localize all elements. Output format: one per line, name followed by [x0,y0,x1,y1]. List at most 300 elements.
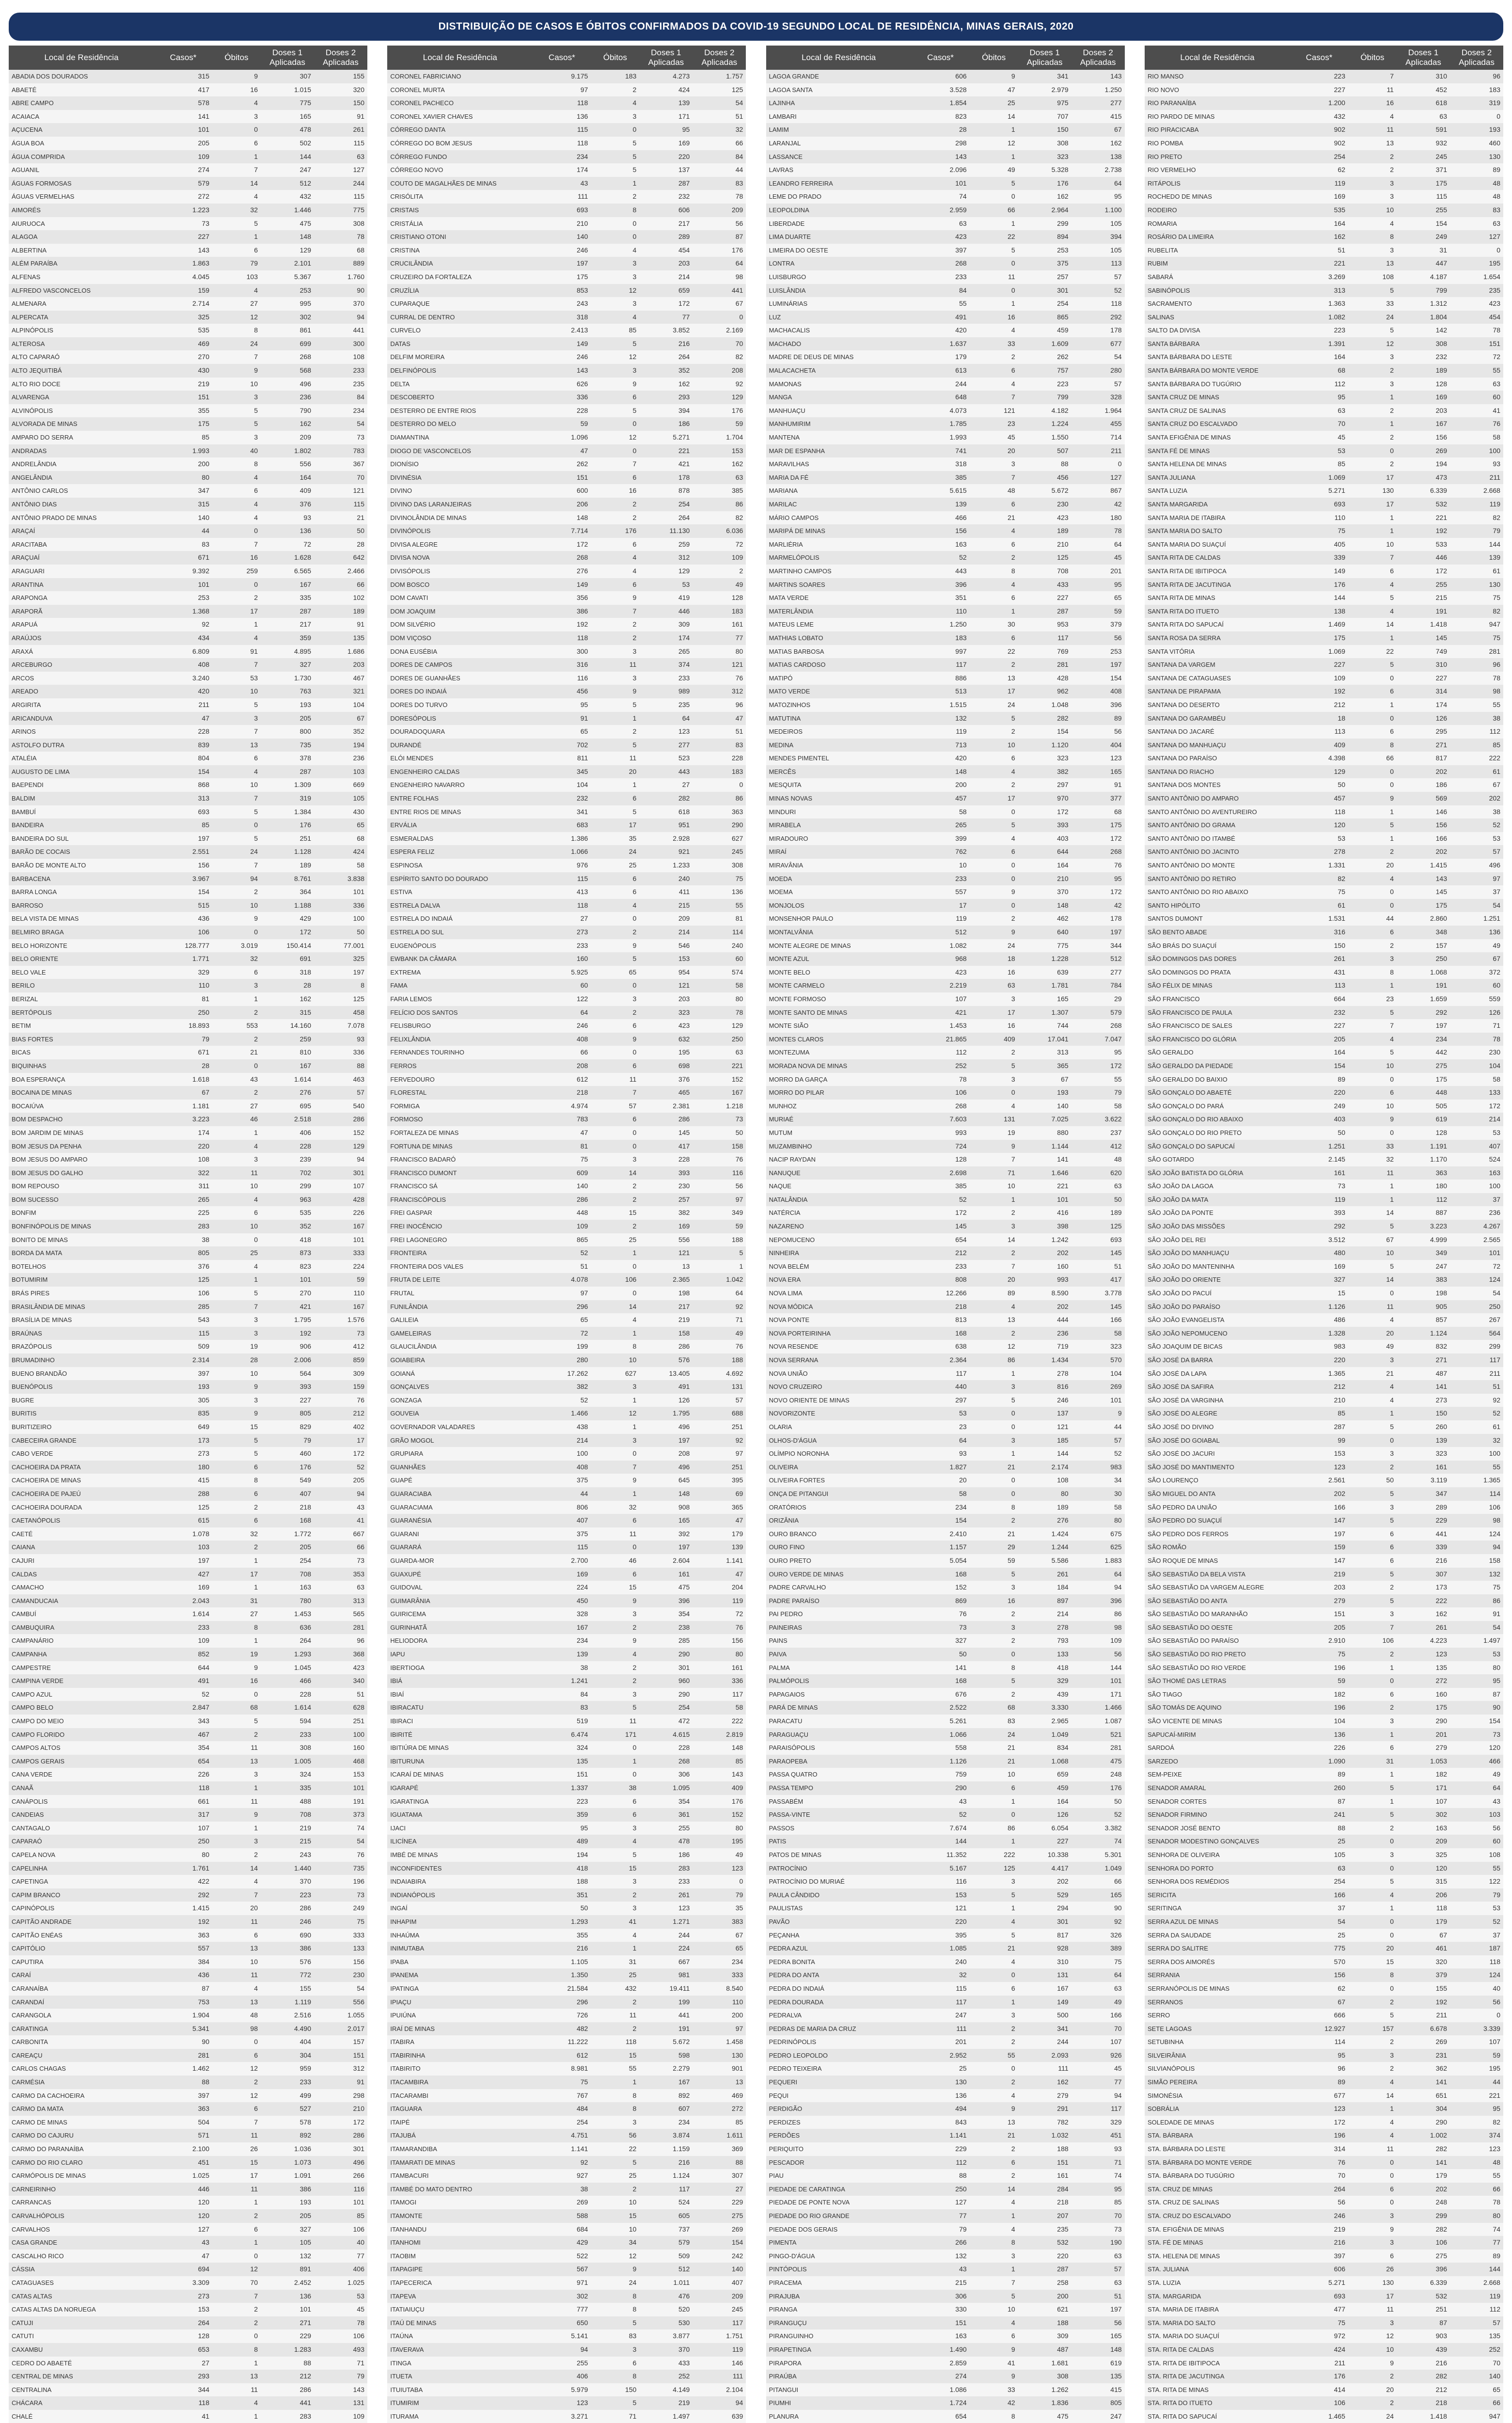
value-cell: 115 [353,500,364,508]
value-cell: 3.240 [192,674,209,682]
value-cell: 6 [1011,594,1015,602]
value-cell: 52 [1493,1917,1500,1925]
municipality-cell: FRANCISCO BADARÓ [390,1156,456,1164]
value-cell: 440 [955,1383,967,1391]
value-cell: 5 [632,955,637,963]
municipality-cell: STA. HELENA DE MINAS [1147,2252,1220,2260]
table-row [9,1541,367,1554]
value-cell: 28 [250,1356,258,1364]
municipality-cell: MARAVILHAS [769,460,809,468]
value-cell: 209 [678,914,690,923]
value-cell: 1 [1011,1837,1015,1845]
value-cell: 4 [1390,1890,1394,1899]
value-cell: 109 [731,553,743,562]
value-cell: 157 [353,2038,364,2046]
municipality-cell: MONTE CARMELO [769,982,825,990]
value-cell: 49 [1114,1998,1122,2006]
value-cell: 92 [202,620,209,629]
value-cell: 25 [250,1249,258,1257]
municipality-cell: ARAPORÃ [12,607,43,615]
value-cell: 126 [678,1396,690,1404]
value-cell: 407 [731,2278,743,2286]
value-cell: 509 [678,2251,690,2260]
value-cell: 2 [1390,2372,1394,2380]
value-cell: 53 [1493,1650,1500,1658]
value-cell: 4 [1390,2118,1394,2126]
value-cell: 347 [1435,1489,1447,1497]
table-row [387,2410,746,2423]
value-cell: 642 [353,553,364,562]
value-cell: 128 [1435,1128,1447,1136]
value-cell: 50 [1114,1195,1122,1203]
municipality-cell: SILVIANÓPOLIS [1147,2065,1195,2073]
value-cell: 200 [731,2011,743,2019]
municipality-cell: ARACITABA [12,540,47,548]
table-row [9,324,367,337]
table-row [1145,1246,1503,1260]
value-cell: 16 [250,553,258,562]
value-cell: 80 [202,1850,209,1858]
municipality-cell: CARVALHÓPOLIS [12,2212,64,2219]
value-cell: 301 [1057,286,1069,294]
value-cell: 223 [299,1890,311,1899]
value-cell: 1.646 [1051,1168,1069,1177]
value-cell: 188 [1057,2318,1069,2327]
value-cell: 135 [1435,1663,1447,1671]
value-cell: 183 [731,607,743,615]
value-cell: 0 [1390,674,1394,682]
table-row [387,1394,746,1407]
value-cell: 17.262 [567,1369,588,1377]
table-row [387,792,746,805]
municipality-cell: GAMELEIRAS [390,1329,431,1337]
value-cell: 15 [629,2212,637,2219]
value-cell: 423 [955,968,967,976]
table-row [1145,739,1503,752]
value-cell: 145 [1110,1302,1122,1310]
municipality-cell: SÃO SEBASTIÃO DO RIO PRETO [1147,1651,1246,1658]
value-cell: 1.490 [949,2345,967,2353]
value-cell: 226 [353,1209,364,1217]
value-cell: 72 [735,1610,743,1618]
value-cell: 75 [1493,633,1500,642]
value-cell: 194 [576,1850,588,1858]
municipality-cell: FRANCISCO DUMONT [390,1169,457,1177]
value-cell: 178 [678,473,690,481]
table-row [1145,1367,1503,1381]
table-row [9,1888,367,1902]
value-cell: 2 [1390,406,1394,414]
value-cell: 280 [1110,366,1122,375]
table-row [766,698,1125,712]
table-row [1145,471,1503,485]
value-cell: 639 [731,2412,743,2420]
table-row [766,1140,1125,1153]
value-cell: 6 [254,1489,258,1497]
value-cell: 1.368 [192,607,209,615]
municipality-cell: STA. EFIGÊNIA DE MINAS [1147,2225,1224,2233]
value-cell: 8 [632,2292,637,2300]
value-cell: 128 [955,1155,967,1164]
value-cell: 96 [1338,2064,1345,2073]
value-cell: 1.993 [949,433,967,441]
value-cell: 1.069 [1328,473,1345,481]
municipality-cell: MONTE BELO [769,968,810,976]
value-cell: 891 [299,2265,311,2273]
municipality-cell: BERIZAL [12,995,38,1003]
table-row [766,1741,1125,1755]
value-cell: 35 [629,834,637,842]
value-cell: 4 [1390,112,1394,120]
value-cell: 17 [629,821,637,829]
municipality-cell: MARMELÓPOLIS [769,554,819,562]
value-cell: 352 [299,1222,311,1230]
value-cell: 4 [1011,379,1015,388]
value-cell: 58 [959,1489,967,1497]
value-cell: 44 [1386,914,1394,923]
municipality-cell: GUARACIABA [390,1490,432,1497]
value-cell: 49 [1386,1342,1394,1351]
municipality-cell: MALACACHETA [769,367,816,375]
value-cell: 1.181 [192,1101,209,1110]
table-row [766,591,1125,605]
value-cell: 231 [1435,2051,1447,2059]
value-cell: 0 [1390,2158,1394,2166]
municipality-cell: SÃO JOSÉ DA BARRA [1147,1356,1213,1364]
table-row [1145,645,1503,659]
value-cell: 40 [250,446,258,455]
value-cell: 262 [576,460,588,468]
value-cell: 221 [1435,513,1447,521]
value-cell: 259 [678,540,690,548]
value-cell: 56 [735,219,743,227]
table-row [766,792,1125,805]
value-cell: 320 [1435,1957,1447,1966]
municipality-cell: SANTOS DUMONT [1147,915,1203,923]
value-cell: 5 [632,2399,637,2407]
value-cell: 176 [1334,580,1345,588]
value-cell: 726 [576,2011,588,2019]
municipality-cell: NOVA PONTE [769,1316,810,1324]
value-cell: 173 [198,1436,209,1444]
value-cell: 276 [299,1088,311,1097]
municipality-cell: MUNHOZ [769,1102,797,1110]
value-cell: 110 [198,981,209,990]
value-cell: 79 [250,259,258,267]
value-cell: 5.672 [673,2038,690,2046]
value-cell: 7 [1011,2278,1015,2286]
value-cell: 14 [250,179,258,187]
value-cell: 208 [678,1449,690,1458]
value-cell: 17 [250,1570,258,1578]
value-cell: 164 [1334,1048,1345,1056]
municipality-cell: MURIAÉ [769,1116,794,1123]
table-row [387,1233,746,1247]
value-cell: 299 [1489,1342,1500,1351]
value-cell: 41 [202,2412,209,2420]
value-cell: 417 [1110,1275,1122,1284]
value-cell: 1.250 [1104,85,1122,94]
value-cell: 304 [1435,2105,1447,2113]
value-cell: 222 [731,1717,743,1725]
table-row [9,966,367,979]
table-row [1145,885,1503,899]
value-cell: 446 [678,607,690,615]
value-cell: 4 [254,1984,258,1992]
value-cell: 880 [1057,1128,1069,1136]
value-cell: 6 [1390,1529,1394,1538]
value-cell: 3.778 [1104,1289,1122,1297]
municipality-cell: DIONÍSIO [390,460,419,468]
value-cell: 1.415 [1430,861,1447,869]
table-row [1145,431,1503,444]
value-cell: 423 [955,233,967,241]
value-cell: 86 [1114,1610,1122,1618]
municipality-cell: GOVERNADOR VALADARES [390,1423,475,1431]
table-row [387,1153,746,1166]
value-cell: 169 [198,1583,209,1591]
table-row [766,2142,1125,2156]
value-cell: 156 [198,861,209,869]
value-cell: 74 [959,192,967,201]
municipality-cell: SÃO JOÃO DEL REI [1147,1236,1206,1243]
value-cell: 144 [299,152,311,160]
value-cell: 359 [299,633,311,642]
value-cell: 38 [580,1663,588,1671]
value-cell: 243 [299,1850,311,1858]
value-cell: 51 [1114,2292,1122,2300]
value-cell: 2.100 [192,2145,209,2153]
value-cell: 123 [678,1904,690,1912]
value-cell: 429 [576,2238,588,2247]
value-cell: 559 [1489,994,1500,1003]
table-row [766,1206,1125,1220]
header-cell: Local de Residência [423,53,497,62]
value-cell: 139 [1489,553,1500,562]
table-row [766,2009,1125,2022]
value-cell: 118 [1111,299,1122,308]
value-cell: 1 [1390,807,1394,816]
value-cell: 3.019 [240,941,258,949]
municipality-cell: CORONEL XAVIER CHAVES [390,112,473,120]
value-cell: 72 [1493,353,1500,361]
value-cell: 27 [682,781,690,789]
value-cell: 251 [353,1717,364,1725]
value-cell: 412 [353,1342,364,1351]
table-row [766,270,1125,284]
value-cell: 7.047 [1104,1035,1122,1043]
municipality-cell: LIMA DUARTE [769,233,811,241]
value-cell: 409 [731,1784,743,1792]
value-cell: 496 [299,379,311,388]
value-cell: 175 [576,272,588,281]
value-cell: 4.073 [949,406,967,414]
value-cell: 237 [1110,1128,1122,1136]
value-cell: 6 [632,473,637,481]
value-cell: 2.279 [673,2064,690,2073]
value-cell: 308 [1435,339,1447,347]
municipality-cell: SÃO JOÃO DO PACUÍ [1147,1290,1212,1297]
municipality-cell: CARRANCAS [12,2199,51,2206]
table-row [1145,926,1503,939]
value-cell: 4 [1390,607,1394,615]
value-cell: 981 [678,1971,690,1979]
value-cell: 211 [198,700,209,708]
value-cell: 654 [955,2412,967,2420]
table-row [387,2169,746,2183]
value-cell: 7 [254,861,258,869]
table-row [1145,1434,1503,1448]
municipality-cell: PIAU [769,2172,784,2180]
municipality-cell: FORTUNA DE MINAS [390,1142,453,1150]
value-cell: 7 [1011,1262,1015,1270]
table-row [9,1955,367,1969]
table-row [1145,1461,1503,1474]
value-cell: 351 [576,1890,588,1899]
value-cell: 339 [1435,1543,1447,1551]
table-row [387,2343,746,2357]
table-row [1145,992,1503,1006]
table-row [387,2022,746,2036]
value-cell: 1 [632,1396,637,1404]
table-row [9,378,367,391]
value-cell: 1.032 [1051,2131,1069,2140]
header-cell: Doses 1 Aplicadas [1026,48,1063,67]
value-cell: 205 [1334,1623,1345,1631]
value-cell: 128 [731,594,743,602]
value-cell: 214 [678,272,690,281]
value-cell: 212 [955,1249,967,1257]
table-row [9,859,367,872]
value-cell: 782 [1057,2118,1069,2126]
table-row [9,1126,367,1140]
municipality-cell: STA. RITA DO ITUETO [1147,2399,1213,2407]
value-cell: 103 [246,272,258,281]
value-cell: 54 [735,99,743,107]
value-cell: 32 [959,1971,967,1979]
value-cell: 78 [735,192,743,201]
value-cell: 80 [1493,1663,1500,1671]
value-cell: 447 [1435,259,1447,267]
table-row [1145,1233,1503,1247]
table-row [387,1808,746,1822]
value-cell: 135 [576,1757,588,1765]
value-cell: 1.082 [1328,313,1345,321]
value-cell: 2 [632,1182,637,1190]
municipality-cell: DIOGO DE VASCONCELOS [390,447,471,455]
value-cell: 367 [353,460,364,468]
value-cell: 33 [1386,1142,1394,1150]
value-cell: 512 [299,179,311,187]
value-cell: 1.090 [1328,1757,1345,1765]
table-row [387,1688,746,1701]
value-cell: 252 [955,1061,967,1070]
municipality-cell: DELFIM MOREIRA [390,353,445,361]
value-cell: 4 [632,553,637,562]
value-cell: 905 [1435,1302,1447,1310]
value-cell: 48 [1114,1155,1122,1164]
municipality-cell: SÃO BENTO ABADE [1147,928,1207,936]
value-cell: 80 [1114,1516,1122,1525]
table-row [766,2022,1125,2036]
table-row [1145,1848,1503,1862]
municipality-cell: ROCHEDO DE MINAS [1147,193,1212,201]
table-header [766,46,1125,70]
table-row [387,698,746,712]
value-cell: 10 [1008,1182,1015,1190]
table-row [1145,1648,1503,1661]
value-cell: 8 [254,326,258,334]
value-cell: 167 [299,580,311,588]
value-cell: 1.307 [1051,1008,1069,1016]
value-cell: 287 [678,179,690,187]
value-cell: 158 [731,1142,743,1150]
municipality-cell: CHALÉ [12,2412,33,2420]
municipality-cell: ENGENHEIRO NAVARRO [390,781,465,789]
value-cell: 409 [299,487,311,495]
value-cell: 3 [1011,460,1015,468]
value-cell: 57 [1114,272,1122,281]
value-cell: 2 [632,1998,637,2006]
value-cell: 209 [1435,1837,1447,1845]
value-cell: 222 [1004,1850,1015,1858]
value-cell: 2.364 [949,1356,967,1364]
table-row [1145,1206,1503,1220]
table-row [766,712,1125,725]
value-cell: 66 [1386,754,1394,762]
value-cell: 98 [1493,1516,1500,1525]
value-cell: 123 [1110,754,1122,762]
value-cell: 983 [1334,1342,1345,1351]
value-cell: 6 [632,1797,637,1805]
municipality-cell: STA. CRUZ DE MINAS [1147,2185,1213,2193]
value-cell: 31 [629,1957,637,1966]
value-cell: 6 [632,580,637,588]
value-cell: 287 [299,767,311,775]
value-cell: 2 [254,1008,258,1016]
value-cell: 406 [576,2372,588,2380]
value-cell: 9 [632,1035,637,1043]
table-row [9,818,367,832]
value-cell: 436 [198,1971,209,1979]
municipality-cell: ANGELÂNDIA [12,473,52,481]
value-cell: 63 [357,1583,364,1591]
table-row [766,778,1125,792]
value-cell: 212 [1435,2385,1447,2393]
municipality-cell: ITAPEVA [390,2292,416,2300]
value-cell: 88 [1338,1824,1345,1832]
table-row [1145,1287,1503,1300]
value-cell: 644 [198,1663,209,1671]
municipality-cell: NOVA MÓDICA [769,1303,813,1310]
value-cell: 1.082 [949,941,967,949]
value-cell: 349 [1435,1249,1447,1257]
value-cell: 3.223 [1430,1222,1447,1230]
table-row [1145,1955,1503,1969]
value-cell: 61 [1493,1422,1500,1431]
municipality-cell: GRÃO MOGOL [390,1436,434,1444]
municipality-cell: LIMEIRA DO OESTE [769,246,828,254]
value-cell: 5 [1390,1422,1394,1431]
table-row [9,297,367,311]
value-cell: 799 [1057,393,1069,401]
municipality-cell: CAPUTIRA [12,1958,44,1966]
value-cell: 971 [576,2278,588,2286]
municipality-cell: DESTERRO DO MELO [390,420,457,428]
value-cell: 5 [254,700,258,708]
value-cell: 1 [739,1262,743,1270]
value-cell: 2.928 [673,834,690,842]
